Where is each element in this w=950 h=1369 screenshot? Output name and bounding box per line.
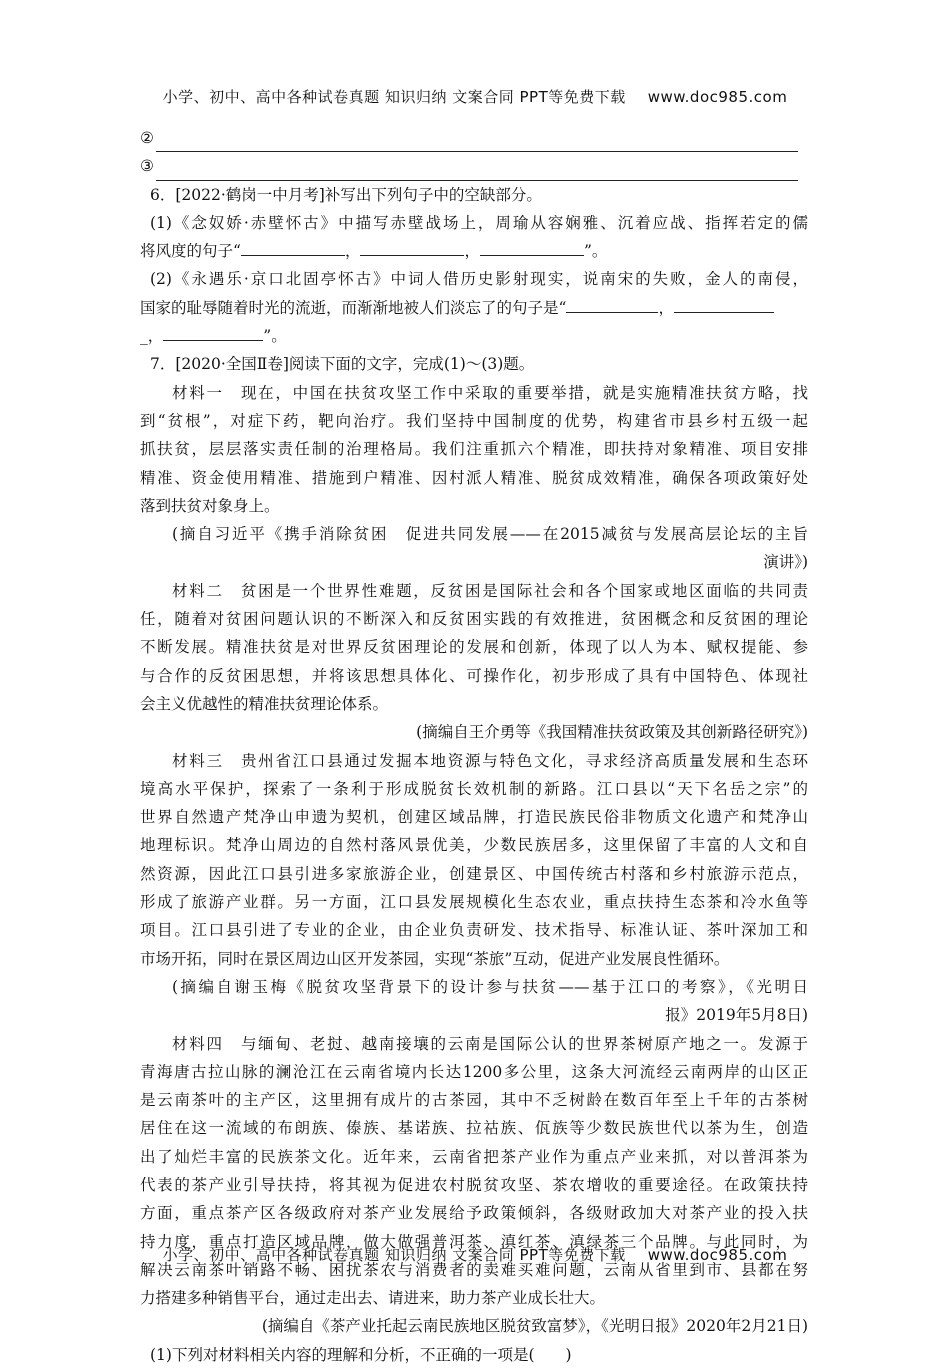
paragraph-line: 材料四 与缅甸、老挝、越南接壤的云南是国际公认的世界茶树原产地之一。发源于 [172, 1034, 808, 1053]
paragraph-line: 任，随着对贫困问题认识的不断深入和反贫困实践的有效推进，贫困概念和反贫困的理论 [140, 610, 808, 629]
text-segment: ， [658, 298, 674, 317]
paragraph-line: 与合作的反贫困思想，并将该思想具体化、可操作化，初步形成了具有中国特色、体现社 [140, 666, 808, 685]
material-3 [140, 747, 808, 1030]
paragraph-line: 到“贫根”，对症下药，靶向治疗。我们坚持中国制度的优势，构建省市县乡村五级一起 [140, 411, 808, 430]
question-6-part1: (1)《念奴娇·赤壁怀古》中描写赤壁战场上，周瑜从容娴雅、沉着应战、指挥若定的儒 [150, 213, 808, 232]
paragraph-line: 境高水平保护，探索了一条利于形成脱贫长效机制的新路。江口县以“天下名岳之宗”的 [140, 779, 808, 798]
paragraph-line: 材料一 现在，中国在扶贫攻坚工作中采取的重要举措，就是实施精准扶贫方略，找 [172, 383, 808, 402]
footer-text: 小学、初中、高中各种试卷真题 知识归纳 文案合同 PPT等免费下载 [162, 1246, 626, 1264]
fill-blank [480, 239, 584, 256]
paragraph-line: 材料三 贵州省江口县通过发掘本地资源与特色文化，寻求经济高质量发展和生态环 [172, 751, 808, 770]
material-2 [140, 577, 808, 747]
paragraph-line: 精准、资金使用精准、措施到户精准、因村派人精准、脱贫成效精准，确保各项政策好处 [140, 468, 808, 487]
blank-line [156, 162, 798, 181]
paragraph-line: 出了灿烂丰富的民族茶文化。近年来，云南省把茶产业作为重点产业来抓，对以普洱茶为 [140, 1147, 808, 1166]
blank-number: ② [140, 129, 154, 147]
answer-blank-row [140, 124, 808, 152]
paragraph-line: 会主义优越性的精准扶贫理论体系。 [140, 694, 389, 713]
text-segment: ， [344, 242, 361, 261]
fill-blank [360, 239, 464, 256]
paragraph-line: 是云南茶叶的主产区，这里拥有成片的古茶园，其中不乏树龄在数百年至上千年的古茶树 [140, 1091, 808, 1110]
fill-blank [163, 324, 263, 341]
paragraph-line: 不断发展。精准扶贫是对世界反贫困理论的发展和创新，体现了以人为本、赋权提能、参 [140, 638, 808, 657]
source-citation: 演讲》) [763, 553, 808, 572]
blank-line [156, 133, 798, 152]
material-1 [140, 379, 808, 577]
fill-blank [566, 296, 658, 313]
question-6-part2: (2)《永遇乐·京口北固亭怀古》中词人借历史影射现实，说南宋的失败，金人的南侵， [150, 270, 808, 289]
paragraph-line: 市场开拓，同时在景区周边山区开发茶园，实现“茶旅”互动，促进产业发展良性循环。 [140, 949, 730, 968]
paragraph-line: 持力度，重点打造区域品牌，做大做强普洱茶、滇红茶、滇绿茶三个品牌。与此同时，为 [140, 1232, 808, 1251]
text-segment: 国家的耻辱随着时光的流逝，而渐渐地被人们淡忘了的句子是“ [140, 298, 567, 317]
source-citation: (摘自习近平《携手消除贫困 促进共同发展——在2015减贫与发展高层论坛的主旨 [172, 525, 808, 544]
header-url[interactable]: www.doc985.com [647, 88, 788, 106]
text-segment: ”。 [583, 242, 608, 261]
source-citation: (摘编自王介勇等《我国精准扶贫政策及其创新路径研究》) [416, 723, 808, 742]
answer-blank-row [140, 152, 808, 180]
paragraph-line: 方面，重点茶产区各级政府对茶产业发展给予政策倾斜，各级财政加大对茶产业的投入扶 [140, 1204, 808, 1223]
paragraph-line: 材料二 贫困是一个世界性难题，反贫困是国际社会和各个国家或地区面临的共同责 [172, 581, 808, 600]
text-segment: ， [464, 242, 480, 261]
source-citation: (摘编自《茶产业托起云南民族地区脱贫致富梦》，《光明日报》2020年2月21日) [261, 1317, 808, 1336]
blank-number: ③ [140, 157, 154, 176]
paragraph-line: 地理标识。梵净山周边的自然村落风景优美，少数民族居多，这里保留了丰富的人文和自 [140, 836, 808, 855]
material-4 [140, 1030, 808, 1341]
question-6-part2-blanks [140, 294, 808, 322]
question-6-part1-blanks [140, 237, 808, 265]
paragraph-line: 然资源，因此江口县引进多家旅游企业，创建景区、中国传统古村落和乡村旅游示范点， [140, 864, 808, 883]
question-6-part2-blanks-cont [140, 322, 808, 350]
source-citation: 报》2019年5月8日) [665, 1006, 808, 1025]
paragraph-line: 青海唐古拉山脉的澜沧江在云南省境内长达1200多公里，这条大河流经云南两岸的山区正 [140, 1062, 808, 1081]
text-segment: 将风度的句子“ [140, 242, 241, 261]
fill-blank [241, 239, 345, 256]
paragraph-line: 形成了旅游产业群。另一方面，江口县发展规模化生态农业，重点扶持生态茶和冷水鱼等 [140, 893, 808, 912]
question-7-sub1: (1)下列对材料相关内容的理解和分析，不正确的一项是( ) [150, 1345, 572, 1364]
paragraph-line: 世界自然遗产梵净山申遗为契机，创建区域品牌，打造民族民俗非物质文化遗产和梵净山 [140, 808, 808, 827]
paragraph-line: 力搭建多种销售平台，通过走出去、请进来，助力茶产业成长壮大。 [140, 1289, 606, 1308]
document-body [140, 124, 808, 1369]
paragraph-line: 项目。江口县引进了专业的企业，由企业负责研发、技术指导、标准认证、茶叶深加工和 [140, 921, 808, 940]
page-footer [0, 1244, 950, 1265]
fill-blank [674, 296, 774, 313]
question-6-title: 6．[2022·鹤岗一中月考]补写出下列句子中的空缺部分。 [150, 185, 542, 204]
paragraph-line: 解决云南茶叶销路不畅、困扰茶农与消费者的卖难买难问题，云南从省里到市、县都在努 [140, 1260, 808, 1279]
question-7-title: 7．[2020·全国Ⅱ卷]阅读下面的文字，完成(1)～(3)题。 [150, 355, 535, 374]
paragraph-line: 代表的茶产业引导扶持，将其视为促进农村脱贫攻坚、茶农增收的重要途径。在政策扶持 [140, 1175, 808, 1194]
page-header [0, 86, 950, 107]
paragraph-line: 落到扶贫对象身上。 [140, 496, 280, 515]
text-segment: _， [140, 327, 164, 346]
footer-url[interactable]: www.doc985.com [647, 1246, 788, 1264]
header-text: 小学、初中、高中各种试卷真题 知识归纳 文案合同 PPT等免费下载 [162, 88, 626, 106]
paragraph-line: 居住在这一流域的布朗族、傣族、基诺族、拉祜族、佤族等少数民族世代以茶为生，创造 [140, 1119, 808, 1138]
paragraph-line: 抓扶贫，层层落实责任制的治理格局。我们注重抓六个精准，即扶持对象精准、项目安排 [140, 440, 808, 459]
text-segment: ”。 [263, 327, 287, 346]
source-citation: (摘编自谢玉梅《脱贫攻坚背景下的设计参与扶贫——基于江口的考察》，《光明日 [172, 977, 808, 996]
